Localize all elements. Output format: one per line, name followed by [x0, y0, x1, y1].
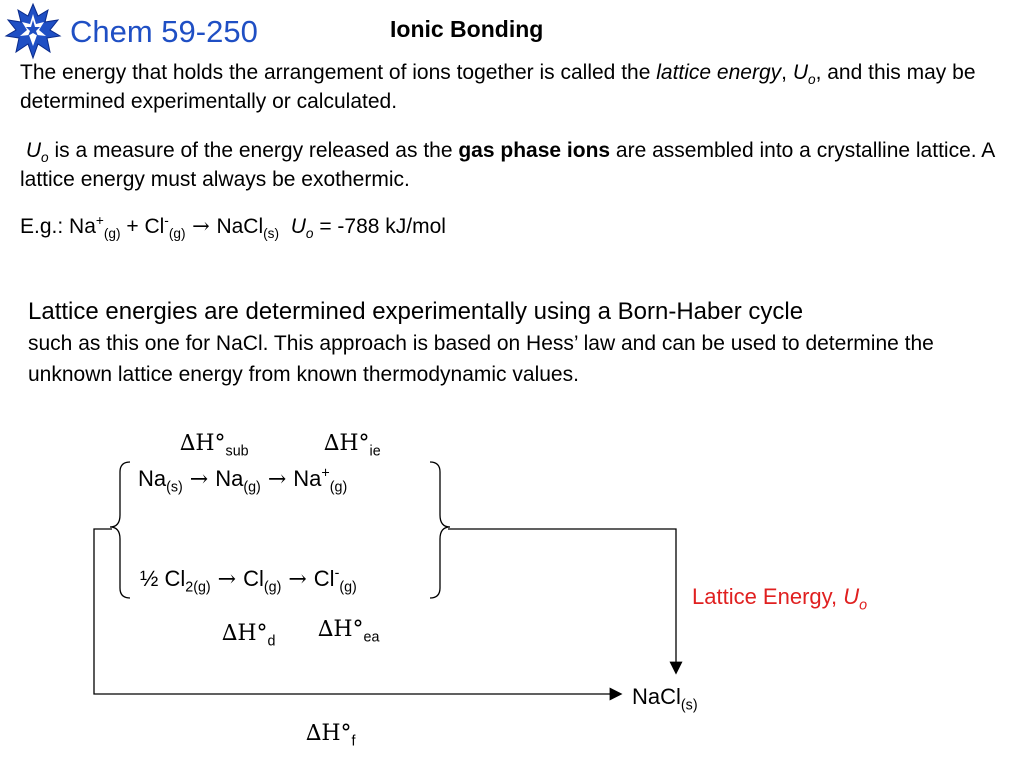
dh-d-label: $\Delta H^\circ_d$	[222, 621, 276, 650]
nacl-product-label: NaCl$_{(s)}$	[632, 684, 698, 714]
dh-sub-label: $\Delta H^\circ_{sub}$	[180, 431, 249, 460]
example-equation: E.g.: $Na^+_{(g)} + Cl^-_{(g)}$ → NaCl$_{(s)}$ $U_o = -788$ kJ/mol	[20, 213, 446, 242]
dh-f-label: $\Delta H^\circ_f$	[306, 721, 356, 750]
left-brace	[110, 462, 130, 598]
paragraph-uo-meaning: $U_o$ is a measure of the energy released as the gas phase ions are assembled into a crystalline lattice. A lattice energy must always be exothermic.	[20, 139, 995, 191]
lattice-energy-path-line	[448, 529, 676, 672]
slide-title: Ionic Bonding	[390, 16, 544, 42]
sodium-reaction-row: $Na_{(s)} \to Na_{(g)} \to Na^+_{(g)}$	[138, 465, 348, 496]
dh-ea-label: $\Delta H^\circ_{ea}$	[318, 617, 380, 646]
paragraph-lattice-energy-definition: The energy that holds the arrangement of ions together is called the lattice energy, $U_o$, and this may be determined experimentally or calculated.	[20, 61, 976, 113]
course-title: Chem 59-250	[70, 14, 258, 49]
chlorine-reaction-row: ½ $Cl_{2(g)} \to Cl_{(g)} \to Cl^-_{(g)}$	[140, 565, 357, 596]
lattice-energy-label: Lattice Energy, $U_o$	[692, 584, 868, 614]
paragraph-born-haber: Lattice energies are determined experimentally using a Born-Haber cycle such as this one for NaCl. This approach is based on Hess’ law and can be used to determine the unknown lattice energy from known thermodynamic values.	[28, 298, 934, 386]
dh-ie-label: $\Delta H^\circ_{ie}$	[324, 431, 381, 460]
right-brace	[430, 462, 450, 598]
formation-path-line	[94, 529, 620, 694]
